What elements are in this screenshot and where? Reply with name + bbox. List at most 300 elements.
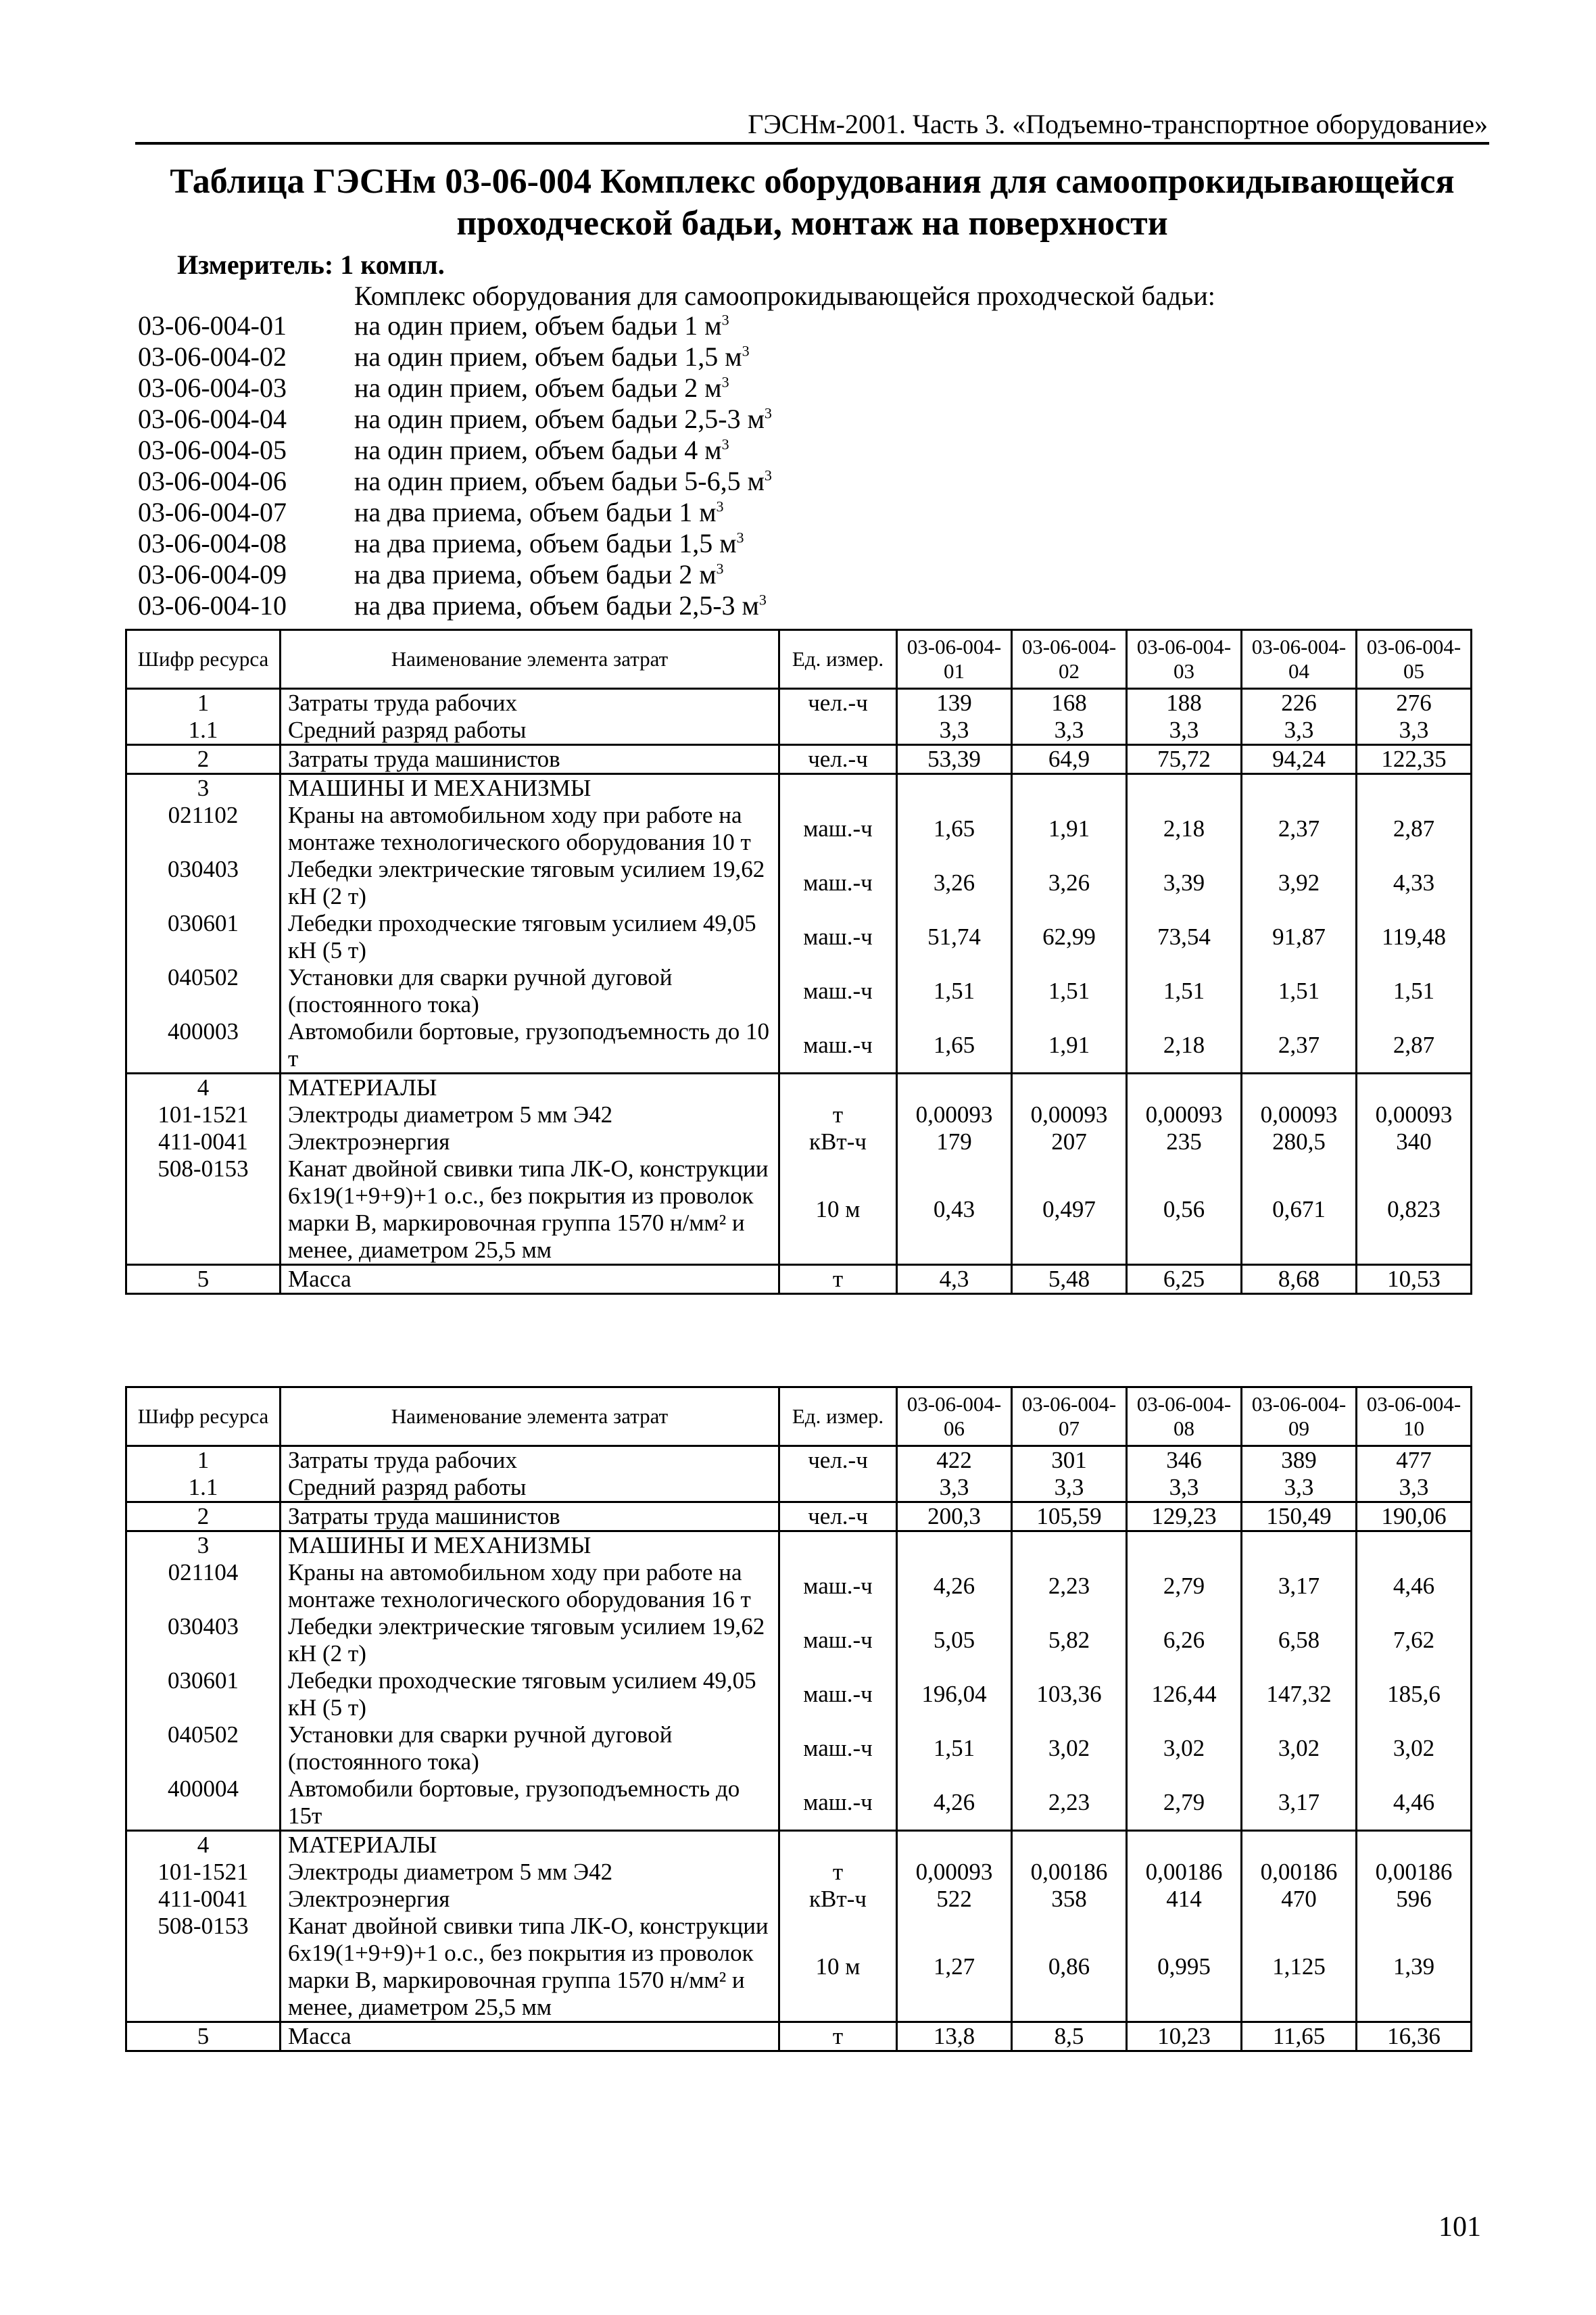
variant-description-text: на два приема, объем бадьи 2,5-3 м [354,590,759,621]
norm-value: 2,79 [1127,1775,1242,1831]
norm-table-1 [125,629,1472,1295]
page-number: 101 [1438,2212,1481,2243]
unit-of-measure: т [779,2022,897,2051]
resource-code: 4 [126,1074,281,1102]
table-row [126,1613,1472,1667]
resource-code: 101-1521 [126,1101,281,1128]
variant-code: 03-06-004-04 [138,404,287,434]
norm-value [1012,774,1127,803]
norm-value: 0,00093 [1357,1101,1472,1128]
norm-value: 3,17 [1242,1559,1357,1613]
norm-value [1357,1531,1472,1560]
variant-list [138,310,772,621]
norm-value: 185,6 [1357,1667,1472,1721]
norm-value: 2,37 [1242,802,1357,856]
variant-description-text: на два приема, объем бадьи 1 м [354,497,717,527]
norm-value: 1,125 [1242,1913,1357,2022]
table-row [126,1265,1472,1294]
variant-description [354,590,767,621]
variant-item [138,435,772,466]
resource-code: 021104 [126,1559,281,1613]
norm-value [1127,774,1242,803]
norm-value: 0,671 [1242,1155,1357,1265]
table-title [135,161,1489,245]
resource-code: 040502 [126,1721,281,1775]
norm-value: 1,65 [897,802,1012,856]
header-col-1: 03-06-004-06 [897,1387,1012,1446]
norm-value: 62,99 [1012,910,1127,964]
variant-item [138,466,772,497]
norm-value: 3,3 [897,1474,1012,1502]
norm-value: 6,58 [1242,1613,1357,1667]
norm-value: 1,51 [1242,964,1357,1018]
header-code: Шифр ресурса [126,630,281,689]
variant-item [138,559,772,590]
norm-value [1127,1531,1242,1560]
resource-code: 030601 [126,910,281,964]
variant-description-text: на один прием, объем бадьи 5-6,5 м [354,466,765,496]
unit-of-measure: чел.-ч [779,1446,897,1475]
norm-value: 53,39 [897,745,1012,774]
norm-value: 139 [897,689,1012,717]
norm-value: 122,35 [1357,745,1472,774]
header-rule [135,142,1489,145]
variant-description [354,404,772,435]
unit-superscript: 3 [721,435,729,453]
resource-code: 5 [126,1265,281,1294]
norm-value: 522 [897,1886,1012,1913]
cost-element-name: Масса [281,2022,779,2051]
unit-of-measure [779,717,897,745]
norm-value: 4,46 [1357,1559,1472,1613]
norm-value: 10,23 [1127,2022,1242,2051]
measure-unit: Измеритель: 1 компл. [177,249,445,280]
header-col-5: 03-06-004-05 [1357,630,1472,689]
norm-value: 105,59 [1012,1502,1127,1531]
norm-value: 129,23 [1127,1502,1242,1531]
norm-value: 1,51 [1012,964,1127,1018]
norm-value: 1,39 [1357,1913,1472,2022]
header-col-5: 03-06-004-10 [1357,1387,1472,1446]
table-row [126,1018,1472,1074]
unit-of-measure: маш.-ч [779,1018,897,1074]
norm-value: 2,18 [1127,802,1242,856]
resource-code: 1.1 [126,717,281,745]
norm-value: 0,497 [1012,1155,1127,1265]
norm-value: 150,49 [1242,1502,1357,1531]
table-header-row [126,630,1472,689]
resource-code: 021102 [126,802,281,856]
norm-value [1012,1831,1127,1859]
resource-code: 1 [126,689,281,717]
norm-value [1012,1531,1127,1560]
variant-item [138,497,772,528]
running-header: ГЭСНм-2001. Часть 3. «Подъемно-транспортное оборудование» [748,109,1488,139]
norm-value: 3,3 [1242,717,1357,745]
unit-superscript: 3 [764,467,772,484]
unit-of-measure: кВт-ч [779,1128,897,1155]
table-row [126,802,1472,856]
resource-code: 508-0153 [126,1155,281,1265]
norm-value: 51,74 [897,910,1012,964]
table-row [126,1502,1472,1531]
header-unit: Ед. измер. [779,1387,897,1446]
unit-of-measure: маш.-ч [779,910,897,964]
variant-item [138,528,772,559]
norm-value: 340 [1357,1128,1472,1155]
norm-value: 168 [1012,689,1127,717]
unit-of-measure [779,1831,897,1859]
norm-value: 1,51 [1357,964,1472,1018]
norm-value: 13,8 [897,2022,1012,2051]
resource-code: 030403 [126,856,281,910]
table-row [126,774,1472,803]
norm-value [897,1531,1012,1560]
norm-value: 2,23 [1012,1559,1127,1613]
resource-code: 3 [126,774,281,803]
resource-code: 030403 [126,1613,281,1667]
title-line-1: Таблица ГЭСНм 03-06-004 Комплекс оборудования для самоопрокидывающейся [170,162,1455,201]
norm-value: 0,00093 [897,1859,1012,1886]
table-row [126,1531,1472,1560]
norm-value: 3,3 [1012,1474,1127,1502]
norm-value: 5,05 [897,1613,1012,1667]
variant-code: 03-06-004-03 [138,373,287,403]
unit-of-measure: 10 м [779,1913,897,2022]
norm-value: 5,82 [1012,1613,1127,1667]
unit-superscript: 3 [721,311,729,329]
header-col-3: 03-06-004-03 [1127,630,1242,689]
unit-of-measure: маш.-ч [779,1775,897,1831]
table-row [126,1886,1472,1913]
norm-value: 346 [1127,1446,1242,1475]
header-col-2: 03-06-004-02 [1012,630,1127,689]
cost-element-name: Автомобили бортовые, грузоподъемность до 15т [281,1775,779,1831]
table-header-row [126,1387,1472,1446]
norm-value: 2,79 [1127,1559,1242,1613]
resource-code: 400004 [126,1775,281,1831]
norm-value: 2,87 [1357,1018,1472,1074]
table-row [126,717,1472,745]
table-row [126,1775,1472,1831]
norm-value [1242,1831,1357,1859]
cost-element-name: Краны на автомобильном ходу при работе на монтаже технологического оборудования 10 т [281,802,779,856]
variant-description-text: на два приема, объем бадьи 2 м [354,559,717,590]
resource-code: 508-0153 [126,1913,281,2022]
norm-value [1357,774,1472,803]
table-row [126,1859,1472,1886]
norm-value: 94,24 [1242,745,1357,774]
resource-code: 1 [126,1446,281,1475]
norm-value: 8,68 [1242,1265,1357,1294]
unit-of-measure [779,774,897,803]
variant-description [354,341,750,373]
unit-superscript: 3 [742,342,750,360]
norm-value: 3,92 [1242,856,1357,910]
norm-value [1127,1831,1242,1859]
norm-value: 1,51 [897,964,1012,1018]
variant-item [138,590,772,621]
norm-value: 389 [1242,1446,1357,1475]
cost-element-name: Установки для сварки ручной дуговой (постоянного тока) [281,1721,779,1775]
norm-value: 3,17 [1242,1775,1357,1831]
table-row [126,1101,1472,1128]
table-row [126,1446,1472,1475]
norm-value: 75,72 [1127,745,1242,774]
variant-code: 03-06-004-07 [138,497,287,527]
unit-of-measure: т [779,1265,897,1294]
cost-element-name: Канат двойной свивки типа ЛК-О, конструкции 6х19(1+9+9)+1 о.с., без покрытия из проволок марки В, маркировочная группа 1570 н/мм² и менее, диаметром 25,5 мм [281,1913,779,2022]
cost-element-name: Лебедки проходческие тяговым усилием 49,05 кН (5 т) [281,1667,779,1721]
table-row [126,1155,1472,1265]
cost-element-name: Средний разряд работы [281,717,779,745]
norm-value: 0,86 [1012,1913,1127,2022]
variant-item [138,310,772,341]
norm-value: 422 [897,1446,1012,1475]
header-unit: Ед. измер. [779,630,897,689]
resource-code: 411-0041 [126,1128,281,1155]
norm-value: 226 [1242,689,1357,717]
norm-value: 3,3 [1242,1474,1357,1502]
cost-element-name: Затраты труда машинистов [281,1502,779,1531]
norm-value: 0,00093 [1012,1101,1127,1128]
cost-element-name: МАТЕРИАЛЫ [281,1074,779,1102]
header-name: Наименование элемента затрат [281,630,779,689]
cost-element-name: МАШИНЫ И МЕХАНИЗМЫ [281,1531,779,1560]
variant-description-text: на один прием, объем бадьи 2,5-3 м [354,404,765,434]
norm-table-2 [125,1386,1472,2052]
cost-element-name: Лебедки проходческие тяговым усилием 49,05 кН (5 т) [281,910,779,964]
norm-value [1357,1831,1472,1859]
norm-value: 3,3 [1127,717,1242,745]
norm-value [897,774,1012,803]
norm-value: 190,06 [1357,1502,1472,1531]
variant-description [354,435,729,466]
norm-value: 0,00186 [1357,1859,1472,1886]
cost-element-name: Электроды диаметром 5 мм Э42 [281,1101,779,1128]
resource-code: 030601 [126,1667,281,1721]
variant-description-text: на один прием, объем бадьи 1 м [354,310,722,341]
cost-element-name: Лебедки электрические тяговым усилием 19,62 кН (2 т) [281,1613,779,1667]
norm-value: 6,25 [1127,1265,1242,1294]
norm-value: 147,32 [1242,1667,1357,1721]
cost-element-name: Затраты труда машинистов [281,745,779,774]
norm-value: 3,3 [1127,1474,1242,1502]
variant-description [354,373,729,404]
resource-code: 2 [126,1502,281,1531]
cost-element-name: Автомобили бортовые, грузоподъемность до 10 т [281,1018,779,1074]
variant-code: 03-06-004-05 [138,435,287,465]
table-row [126,1074,1472,1102]
variant-description-text: на два приема, объем бадьи 1,5 м [354,528,737,558]
variant-description-text: на один прием, объем бадьи 4 м [354,435,722,465]
norm-value: 276 [1357,689,1472,717]
norm-value: 179 [897,1128,1012,1155]
header-col-3: 03-06-004-08 [1127,1387,1242,1446]
norm-value: 3,02 [1127,1721,1242,1775]
resource-code: 411-0041 [126,1886,281,1913]
norm-value: 1,51 [897,1721,1012,1775]
norm-value: 1,51 [1127,964,1242,1018]
unit-of-measure [779,1531,897,1560]
norm-value: 470 [1242,1886,1357,1913]
variant-item [138,404,772,435]
table-row [126,689,1472,717]
unit-of-measure: маш.-ч [779,856,897,910]
norm-value: 301 [1012,1446,1127,1475]
resource-code: 4 [126,1831,281,1859]
resource-code: 3 [126,1531,281,1560]
variant-description [354,559,724,590]
unit-of-measure: маш.-ч [779,802,897,856]
variant-description [354,497,724,528]
norm-value [897,1074,1012,1102]
norm-value: 3,3 [1357,717,1472,745]
unit-of-measure: маш.-ч [779,1613,897,1667]
unit-of-measure [779,1474,897,1502]
cost-element-name: МАТЕРИАЛЫ [281,1831,779,1859]
cost-element-name: Электроэнергия [281,1886,779,1913]
unit-of-measure: т [779,1101,897,1128]
norm-value: 414 [1127,1886,1242,1913]
header-col-2: 03-06-004-07 [1012,1387,1127,1446]
cost-element-name: Лебедки электрические тяговым усилием 19,62 кН (2 т) [281,856,779,910]
norm-value: 10,53 [1357,1265,1472,1294]
norm-value: 358 [1012,1886,1127,1913]
norm-value [897,1831,1012,1859]
unit-of-measure: чел.-ч [779,745,897,774]
norm-value: 7,62 [1357,1613,1472,1667]
table-row [126,1474,1472,1502]
resource-code: 1.1 [126,1474,281,1502]
norm-value: 1,27 [897,1913,1012,2022]
variant-description [354,466,772,497]
unit-superscript: 3 [736,529,744,546]
resource-code: 101-1521 [126,1859,281,1886]
norm-value: 6,26 [1127,1613,1242,1667]
norm-value: 3,02 [1242,1721,1357,1775]
norm-value: 73,54 [1127,910,1242,964]
norm-value: 0,56 [1127,1155,1242,1265]
norm-value: 196,04 [897,1667,1012,1721]
complex-intro: Комплекс оборудования для самоопрокидывающейся проходческой бадьи: [354,281,1215,311]
variant-code: 03-06-004-02 [138,341,287,372]
header-name: Наименование элемента затрат [281,1387,779,1446]
norm-value [1012,1074,1127,1102]
unit-of-measure: чел.-ч [779,689,897,717]
norm-value: 3,3 [1357,1474,1472,1502]
norm-value: 0,00186 [1242,1859,1357,1886]
norm-value: 103,36 [1012,1667,1127,1721]
cost-element-name: Установки для сварки ручной дуговой (постоянного тока) [281,964,779,1018]
cost-element-name: Краны на автомобильном ходу при работе на монтаже технологического оборудования 16 т [281,1559,779,1613]
norm-value: 119,48 [1357,910,1472,964]
table-row [126,1913,1472,2022]
norm-value: 16,36 [1357,2022,1472,2051]
norm-value: 200,3 [897,1502,1012,1531]
unit-of-measure: маш.-ч [779,1721,897,1775]
variant-code: 03-06-004-10 [138,590,287,621]
resource-code: 400003 [126,1018,281,1074]
norm-value: 4,3 [897,1265,1012,1294]
variant-code: 03-06-004-06 [138,466,287,496]
unit-superscript: 3 [758,591,767,608]
norm-value: 477 [1357,1446,1472,1475]
table-row [126,1128,1472,1155]
header-code: Шифр ресурса [126,1387,281,1446]
norm-value [1357,1074,1472,1102]
table-row [126,964,1472,1018]
variant-description-text: на один прием, объем бадьи 1,5 м [354,341,742,372]
norm-value: 1,91 [1012,1018,1127,1074]
variant-description-text: на один прием, объем бадьи 2 м [354,373,722,403]
variant-item [138,373,772,404]
title-line-2: проходческой бадьи, монтаж на поверхности [456,204,1168,243]
unit-superscript: 3 [764,404,772,422]
norm-value: 3,26 [897,856,1012,910]
cost-element-name: МАШИНЫ И МЕХАНИЗМЫ [281,774,779,803]
norm-value: 3,26 [1012,856,1127,910]
cost-element-name: Канат двойной свивки типа ЛК-О, конструкции 6х19(1+9+9)+1 о.с., без покрытия из проволок марки В, маркировочная группа 1570 н/мм² и менее, диаметром 25,5 мм [281,1155,779,1265]
variant-code: 03-06-004-09 [138,559,287,590]
norm-value: 0,00093 [1127,1101,1242,1128]
unit-superscript: 3 [716,560,724,577]
cost-element-name: Средний разряд работы [281,1474,779,1502]
table-row [126,856,1472,910]
cost-element-name: Электроды диаметром 5 мм Э42 [281,1859,779,1886]
unit-of-measure: кВт-ч [779,1886,897,1913]
norm-value: 3,02 [1357,1721,1472,1775]
header-col-1: 03-06-004-01 [897,630,1012,689]
norm-value: 188 [1127,689,1242,717]
norm-value [1242,1074,1357,1102]
norm-value: 8,5 [1012,2022,1127,2051]
norm-value: 235 [1127,1128,1242,1155]
norm-value: 11,65 [1242,2022,1357,2051]
norm-value: 4,46 [1357,1775,1472,1831]
norm-value: 0,823 [1357,1155,1472,1265]
unit-superscript: 3 [721,373,729,391]
header-col-4: 03-06-004-09 [1242,1387,1357,1446]
unit-of-measure: маш.-ч [779,1559,897,1613]
norm-value: 0,43 [897,1155,1012,1265]
norm-value: 1,65 [897,1018,1012,1074]
norm-value: 3,39 [1127,856,1242,910]
unit-of-measure [779,1074,897,1102]
unit-of-measure: 10 м [779,1155,897,1265]
norm-value: 64,9 [1012,745,1127,774]
unit-of-measure: маш.-ч [779,964,897,1018]
norm-value: 280,5 [1242,1128,1357,1155]
cost-element-name: Затраты труда рабочих [281,1446,779,1475]
norm-value: 0,00093 [1242,1101,1357,1128]
resource-code: 040502 [126,964,281,1018]
norm-value: 91,87 [1242,910,1357,964]
variant-description [354,528,744,559]
norm-value [1242,774,1357,803]
norm-value: 5,48 [1012,1265,1127,1294]
norm-value [1127,1074,1242,1102]
table-row [126,1667,1472,1721]
norm-value: 2,37 [1242,1018,1357,1074]
norm-value: 0,00093 [897,1101,1012,1128]
unit-of-measure: чел.-ч [779,1502,897,1531]
norm-value: 0,00186 [1012,1859,1127,1886]
norm-value: 2,18 [1127,1018,1242,1074]
norm-value: 0,00186 [1127,1859,1242,1886]
variant-code: 03-06-004-08 [138,528,287,558]
cost-element-name: Затраты труда рабочих [281,689,779,717]
